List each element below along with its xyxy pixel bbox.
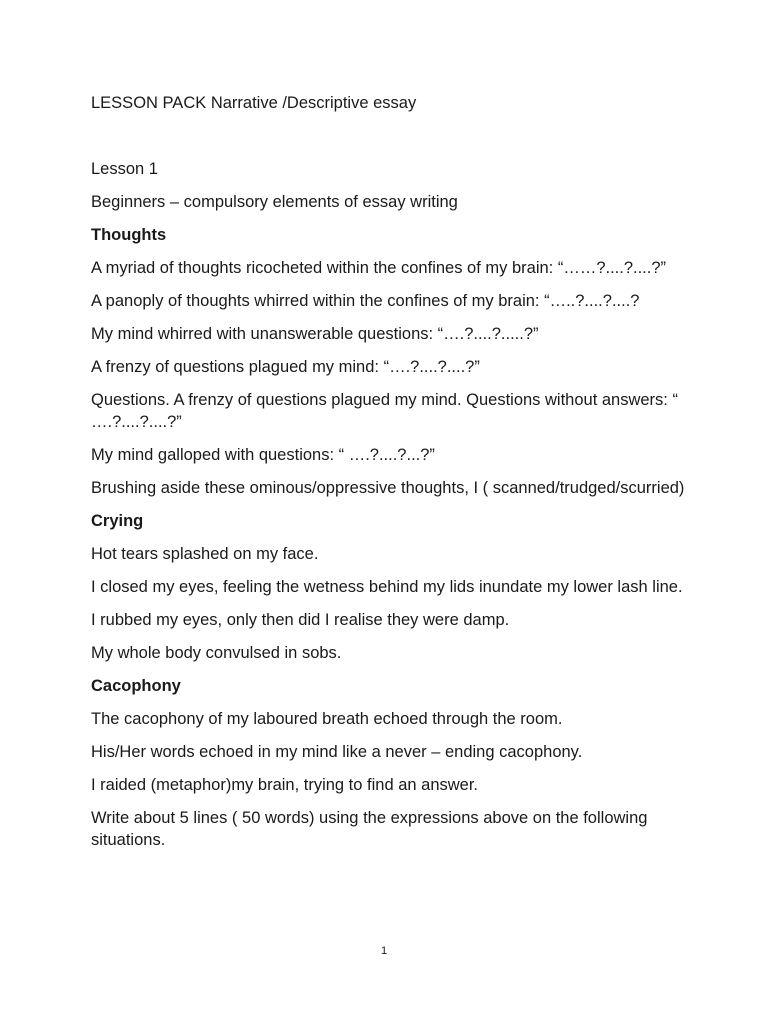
cacophony-line: I raided (metaphor)my brain, trying to find an answer.	[91, 776, 479, 794]
thoughts-line: A myriad of thoughts ricocheted within the confines of my brain: “……?....?....?”	[91, 259, 667, 277]
thoughts-line: Questions. A frenzy of questions plagued my mind. Questions without answers: “ ….?....?....?”	[91, 391, 678, 431]
cacophony-line: His/Her words echoed in my mind like a never – ending cacophony.	[91, 743, 583, 761]
section-heading-cacophony: Cacophony	[91, 677, 181, 695]
thoughts-line: A panoply of thoughts whirred within the confines of my brain: “…..?....?....?	[91, 292, 640, 310]
lesson-subtitle: Beginners – compulsory elements of essay writing	[91, 193, 458, 211]
thoughts-line: A frenzy of questions plagued my mind: “….?....?....?”	[91, 358, 480, 376]
section-heading-crying: Crying	[91, 512, 144, 530]
assignment-instruction: Write about 5 lines ( 50 words) using the expressions above on the following situations.	[91, 809, 648, 849]
document-body	[91, 158, 691, 862]
thoughts-line: Brushing aside these ominous/oppressive thoughts, I ( scanned/trudged/scurried)	[91, 479, 685, 497]
document-title: LESSON PACK Narrative /Descriptive essay	[91, 94, 417, 112]
page-number: 1	[380, 945, 388, 957]
crying-line: I closed my eyes, feeling the wetness behind my lids inundate my lower lash line.	[91, 578, 683, 596]
thoughts-line: My mind whirred with unanswerable questions: “….?....?.....?”	[91, 325, 539, 343]
cacophony-line: The cacophony of my laboured breath echoed through the room.	[91, 710, 563, 728]
section-heading-thoughts: Thoughts	[91, 226, 167, 244]
thoughts-line: My mind galloped with questions: “ ….?....?...?”	[91, 446, 435, 464]
crying-line: My whole body convulsed in sobs.	[91, 644, 342, 662]
crying-line: Hot tears splashed on my face.	[91, 545, 319, 563]
lesson-label: Lesson 1	[91, 160, 158, 178]
crying-line: I rubbed my eyes, only then did I realise they were damp.	[91, 611, 510, 629]
